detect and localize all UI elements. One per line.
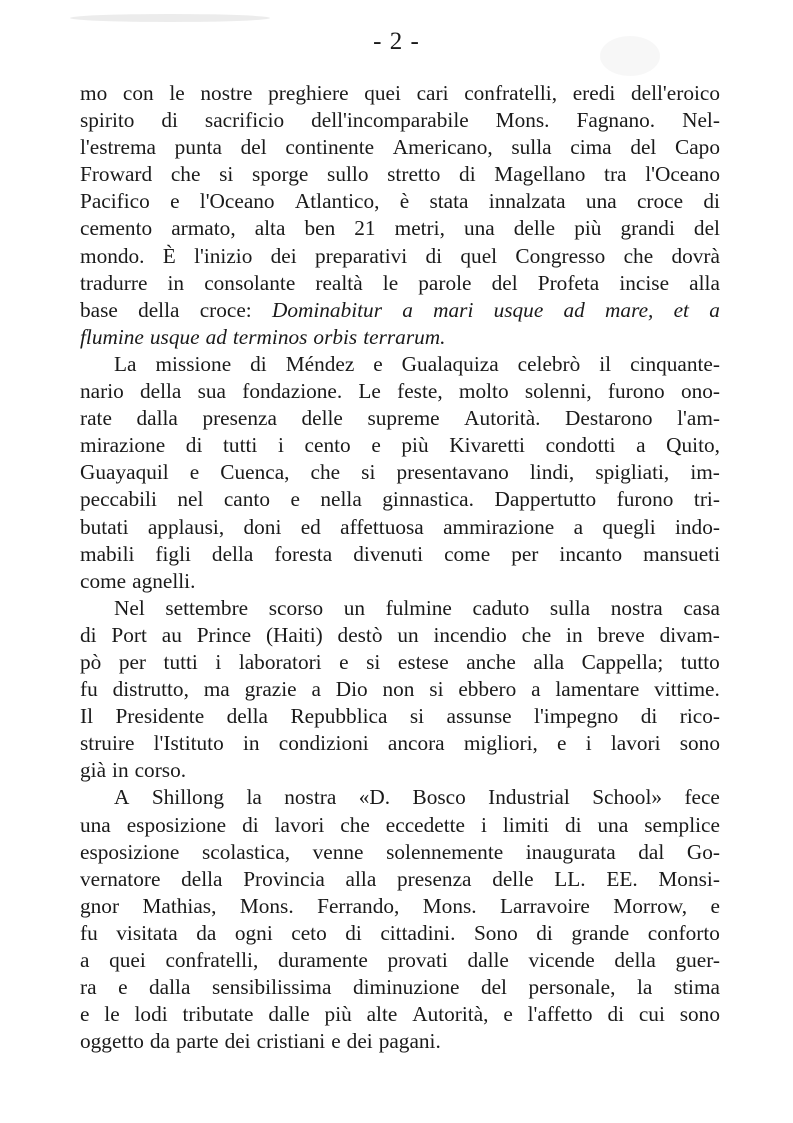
text-line: struire l'Istituto in condizioni ancora migliori, e i lavori sono — [80, 731, 720, 756]
text-line: nario della sua fondazione. Le feste, molto solenni, furono ono- — [80, 379, 720, 404]
text-line: di Port au Prince (Haiti) destò un incendio che in breve divam- — [80, 622, 720, 647]
text-line: ra e dalla sensibilissima diminuzione del personale, la stima — [80, 975, 720, 1000]
paragraph — [80, 351, 720, 595]
text-line: e le lodi tributate dalle più alte Autorità, e l'affetto di cui sono — [80, 1002, 720, 1027]
paragraph — [80, 595, 720, 785]
text-line: tradurre in consolante realtà le parole del Profeta incise alla — [80, 270, 720, 295]
text-line: vernatore della Provincia alla presenza delle LL. EE. Monsi- — [80, 866, 720, 891]
text-line: esposizione scolastica, venne solennemente inaugurata dal Go- — [80, 839, 720, 864]
text-line: Guayaquil e Cuenca, che si presentavano lindi, spigliati, im- — [80, 460, 720, 485]
paragraph — [80, 784, 720, 1055]
text-line: mabili figli della foresta divenuti come per incanto mansueti — [80, 541, 720, 566]
text-line: mo con le nostre preghiere quei cari confratelli, eredi dell'eroico — [80, 81, 720, 105]
page-number: - 2 - — [373, 28, 420, 55]
text-line: fu visitata da ogni ceto di cittadini. Sono di grande conforto — [80, 920, 720, 945]
scan-smudge — [70, 14, 270, 22]
text-line: Il Presidente della Repubblica si assunse l'impegno di rico- — [80, 704, 720, 729]
text-line: butati applausi, doni ed affettuosa ammirazione a quegli indo- — [80, 514, 720, 539]
text-line: pò per tutti i laboratori e si estese anche alla Cappella; tutto — [80, 649, 720, 674]
text-line: come agnelli. — [80, 568, 196, 593]
body-text — [80, 80, 720, 1055]
text-line: Nel settembre scorso un fulmine caduto sulla nostra casa — [114, 595, 720, 620]
text-line: rate dalla presenza delle supreme Autorità. Destarono l'am- — [80, 406, 720, 431]
text-line: Pacifico e l'Oceano Atlantico, è stata innalzata una croce di — [80, 189, 720, 214]
text-line: a quei confratelli, duramente provati dalle vicende della guer- — [80, 948, 720, 972]
text-line: l'estrema punta del continente Americano, sulla cima del Capo — [80, 135, 720, 160]
text-line: mondo. È l'inizio dei preparativi di quel Congresso che dovrà — [80, 243, 720, 268]
text-line: base della croce: Dominabitur a mari usque ad mare, et a — [80, 297, 720, 322]
text-line: Froward che si sporge sullo stretto di Magellano tra l'Oceano — [80, 162, 720, 187]
text-line: gnor Mathias, Mons. Ferrando, Mons. Larravoire Morrow, e — [80, 893, 720, 918]
text-line: oggetto da parte dei cristiani e dei pagani. — [80, 1029, 441, 1054]
text-line: una esposizione di lavori che eccedette i limiti di una semplice — [80, 812, 720, 837]
text-line: mirazione di tutti i cento e più Kivaretti condotti a Quito, — [80, 433, 720, 458]
text-line: A Shillong la nostra «D. Bosco Industrial School» fece — [114, 785, 720, 810]
text-line: già in corso. — [80, 758, 187, 783]
text-line: cemento armato, alta ben 21 metri, una delle più grandi del — [80, 216, 720, 241]
text-line: fu distrutto, ma grazie a Dio non si ebbero a lamentare vittime. — [80, 677, 720, 702]
text-line: La missione di Méndez e Gualaquiza celebrò il cinquante- — [114, 351, 720, 376]
text-line: spirito di sacrificio dell'incomparabile Mons. Fagnano. Nel- — [80, 108, 720, 133]
paragraph — [80, 80, 720, 351]
text-line: flumine usque ad terminos orbis terrarum. — [80, 324, 446, 349]
text-line: peccabili nel canto e nella ginnastica. Dappertutto furono tri- — [80, 487, 720, 512]
